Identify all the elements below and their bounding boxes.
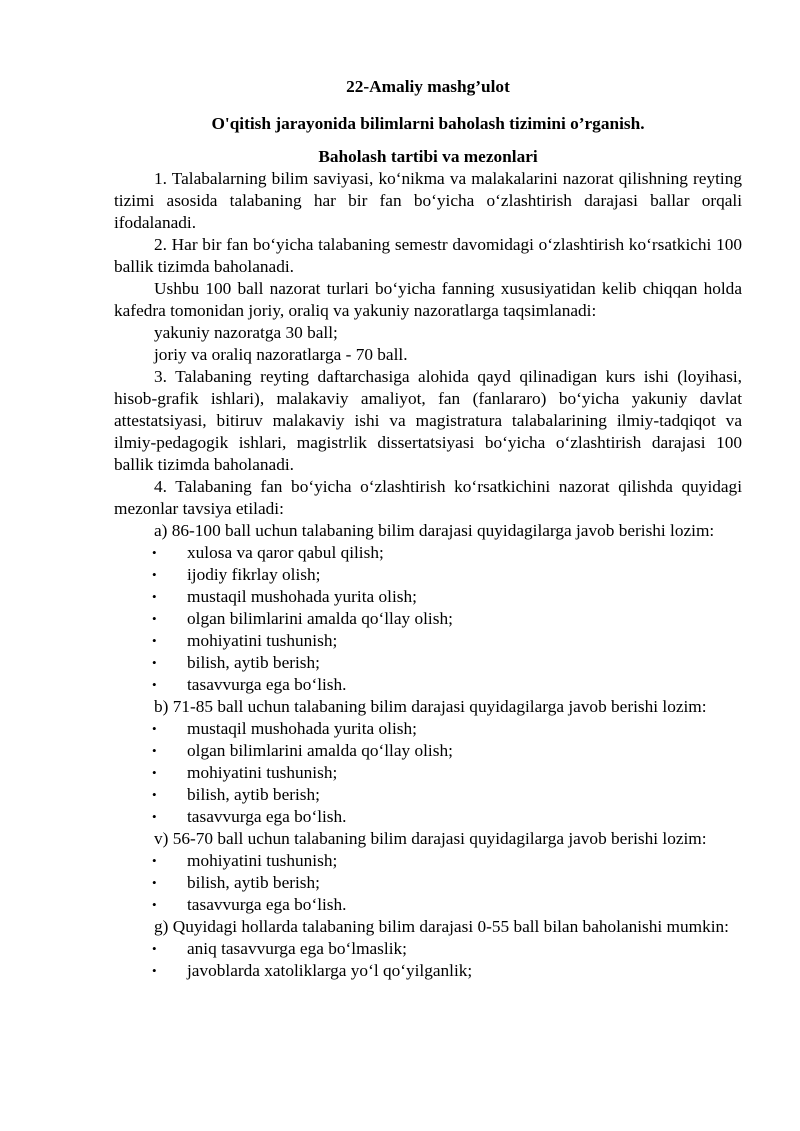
- criteria-g-list: [114, 938, 742, 982]
- criteria-v-list: [114, 850, 742, 916]
- list-item: • mohiyatini tushunish;: [152, 851, 338, 870]
- bullet-icon: •: [152, 743, 157, 758]
- bullet-icon: •: [152, 633, 157, 648]
- list-item: • aniq tasavvurga ega bo‘lmaslik;: [152, 939, 407, 958]
- list-item: • tasavvurga ega bo‘lish.: [152, 895, 347, 914]
- document-page: [114, 76, 742, 982]
- bullet-icon: •: [152, 611, 157, 626]
- bullet-icon: •: [152, 897, 157, 912]
- bullet-icon: •: [152, 875, 157, 890]
- bullet-icon: •: [152, 765, 157, 780]
- bullet-icon: •: [152, 809, 157, 824]
- section-heading: Baholash tartibi va mezonlari: [318, 147, 538, 166]
- criteria-v: v) 56-70 ball uchun talabaning bilim darajasi quyidagilarga javob berishi lozim:: [154, 829, 707, 848]
- paragraph-3: Ushbu 100 ball nazorat turlari bo‘yicha fanning xususiyatidan kelib chiqqan holda kafedra tomonidan joriy, oraliq va yakuniy nazoratlarga taqsimlanadi:: [114, 279, 742, 320]
- list-item: • bilish, aytib berish;: [152, 653, 320, 672]
- paragraph-4: 3. Talabaning reyting daftarchasiga alohida qayd qilinadigan kurs ishi (loyihasi, hisob-grafik ishlari), malakaviy amaliyot, fan (fanlararo) bo‘yicha yakuniy davlat attestatsiyasi, bitiruv malakaviy ishi va magistratura talabalarining ilmiy-tadqiqot va ilmiy-pedagogik ishlari, magistrlik dissertatsiyasi bo‘yicha o‘zlashtirish darajasi 100 ballik tizimda baholanadi.: [114, 367, 742, 474]
- list-item: • bilish, aytib berish;: [152, 873, 320, 892]
- bullet-icon: •: [152, 545, 157, 560]
- list-item: • olgan bilimlarini amalda qo‘llay olish;: [152, 741, 453, 760]
- list-item: • javoblarda xatoliklarga yo‘l qo‘yilganlik;: [152, 961, 473, 980]
- list-item: • bilish, aytib berish;: [152, 785, 320, 804]
- paragraph-2: 2. Har bir fan bo‘yicha talabaning semestr davomidagi o‘zlashtirish ko‘rsatkichi 100 ballik tizimda baholanadi.: [114, 235, 742, 276]
- bullet-icon: •: [152, 941, 157, 956]
- list-item: • mohiyatini tushunish;: [152, 631, 338, 650]
- criteria-a-list: [114, 542, 742, 696]
- bullet-icon: •: [152, 853, 157, 868]
- criteria-b: b) 71-85 ball uchun talabaning bilim darajasi quyidagilarga javob berishi lozim:: [154, 697, 707, 716]
- paragraph-1: 1. Talabalarning bilim saviyasi, ko‘nikma va malakalarini nazorat qilishning reyting tizimi asosida talabaning har bir fan bo‘yicha o‘zlashtirish darajasi ballar orqali ifodalanadi.: [114, 169, 742, 232]
- paragraph-current-control: joriy va oraliq nazoratlarga - 70 ball.: [154, 345, 408, 364]
- criteria-a: a) 86-100 ball uchun talabaning bilim darajasi quyidagilarga javob berishi lozim:: [154, 521, 715, 540]
- bullet-icon: •: [152, 963, 157, 978]
- bullet-icon: •: [152, 655, 157, 670]
- list-item: • xulosa va qaror qabul qilish;: [152, 543, 384, 562]
- list-item: • tasavvurga ega bo‘lish.: [152, 675, 347, 694]
- list-item: • mohiyatini tushunish;: [152, 763, 338, 782]
- bullet-icon: •: [152, 589, 157, 604]
- document-subtitle: O'qitish jarayonida bilimlarni baholash tizimini o’rganish.: [211, 114, 645, 133]
- paragraph-final-control: yakuniy nazoratga 30 ball;: [154, 323, 338, 342]
- list-item: • mustaqil mushohada yurita olish;: [152, 587, 417, 606]
- list-item: • tasavvurga ega bo‘lish.: [152, 807, 347, 826]
- list-item: • mustaqil mushohada yurita olish;: [152, 719, 417, 738]
- document-title: 22-Amaliy mashg’ulot: [346, 77, 510, 96]
- bullet-icon: •: [152, 721, 157, 736]
- bullet-icon: •: [152, 787, 157, 802]
- list-item: • ijodiy fikrlay olish;: [152, 565, 321, 584]
- list-item: • olgan bilimlarini amalda qo‘llay olish;: [152, 609, 453, 628]
- paragraph-5: 4. Talabaning fan bo‘yicha o‘zlashtirish ko‘rsatkichini nazorat qilishda quyidagi mezonlar tavsiya etiladi:: [114, 477, 742, 518]
- criteria-g: g) Quyidagi hollarda talabaning bilim darajasi 0-55 ball bilan baholanishi mumkin:: [154, 917, 729, 936]
- criteria-b-list: [114, 718, 742, 828]
- bullet-icon: •: [152, 567, 157, 582]
- bullet-icon: •: [152, 677, 157, 692]
